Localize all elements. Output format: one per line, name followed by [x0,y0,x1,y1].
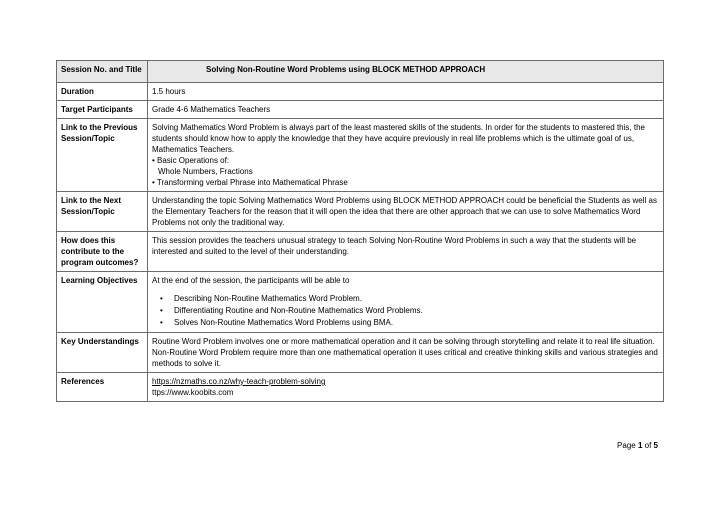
participants-value: Grade 4-6 Mathematics Teachers [148,101,664,119]
outcomes-text: This session provides the teachers unusual strategy to teach Solving Non-Routine Word Problems in such a way that the students will be interested and suited to the level of their understanding. [148,232,664,272]
objectives-content [148,272,664,333]
objective-text: Describing Non-Routine Mathematics Word Problem. [174,294,362,303]
objectives-row [57,272,664,333]
reference-text-2: ttps://www.koobits.com [152,388,234,397]
references-row [57,373,664,402]
bullet-icon: • [160,294,163,303]
of-word: of [644,441,652,450]
page-total: 5 [653,441,658,450]
title-row [57,61,664,83]
next-topic-text: Understanding the topic Solving Mathematics Word Problems using BLOCK METHOD APPROACH could be beneficial the Students as well as the Elementary Teachers for the reason that it will open the idea that there are other approach that we can use to solve Mathematics Word Problems not only the traditional way. [148,192,664,232]
page-number: 1 [637,441,643,450]
understandings-content [148,333,664,373]
previous-topic-content [148,119,664,192]
bullet-icon: • [160,306,163,315]
objective-text: Differentiating Routine and Non-Routine Mathematics Word Problems. [174,306,423,315]
outcomes-label-line-2: contribute to the [61,247,125,256]
objectives-intro: At the end of the session, the participants will be able to [152,276,350,285]
session-plan-table [56,60,664,402]
page-word: Page [617,441,636,450]
reference-link-1[interactable]: https://nzmaths.co.nz/why-teach-problem-solving [152,377,326,386]
objectives-label: Learning Objectives [57,272,148,333]
previous-bullet-2: • Transforming verbal Phrase into Mathematical Phrase [152,178,348,187]
list-item [160,293,659,305]
previous-bullet-1: • Basic Operations of: [152,156,230,165]
outcomes-label [57,232,148,272]
previous-topic-row [57,119,664,192]
next-label-line-2: Session/Topic [61,207,115,216]
next-topic-row [57,192,664,232]
list-item [160,305,659,317]
references-content [148,373,664,402]
next-topic-label [57,192,148,232]
understandings-text-2: Non-Routine Word Problem require more than one mathematical operation it uses critical and creative thinking skills and various strategies and methods to solve it. [152,348,658,368]
page-footer [617,441,658,450]
previous-label-line-2: Session/Topic [61,134,115,143]
session-title-value: Solving Non-Routine Word Problems using BLOCK METHOD APPROACH [148,61,664,83]
outcomes-row [57,232,664,272]
previous-topic-text: Solving Mathematics Word Problem is always part of the least mastered skills of the students. In order for the students to mastered this, the students should know how to apply the knowledge that they have acquire previously in real life problems which is the ultimate goal of us, Mathematics Teachers. [152,123,645,154]
previous-topic-label [57,119,148,192]
session-title-label: Session No. and Title [57,61,148,83]
list-item [160,317,659,329]
duration-label: Duration [57,83,148,101]
previous-sub-item: Whole Numbers, Fractions [158,167,253,176]
understandings-text-1: Routine Word Problem involves one or more mathematical operation and it can be solving through storytelling and relate it to real life situation. [152,337,655,346]
understandings-row [57,333,664,373]
duration-row [57,83,664,101]
duration-value: 1.5 hours [148,83,664,101]
objectives-list [152,293,659,329]
previous-label-line-1: Link to the Previous [61,123,138,132]
bullet-icon: • [160,318,163,327]
outcomes-label-line-3: program outcomes? [61,258,139,267]
participants-row [57,101,664,119]
references-label: References [57,373,148,402]
participants-label: Target Participants [57,101,148,119]
outcomes-label-line-1: How does this [61,236,116,245]
understandings-label: Key Understandings [57,333,148,373]
objective-text: Solves Non-Routine Mathematics Word Problems using BMA. [174,318,394,327]
next-label-line-1: Link to the Next [61,196,122,205]
